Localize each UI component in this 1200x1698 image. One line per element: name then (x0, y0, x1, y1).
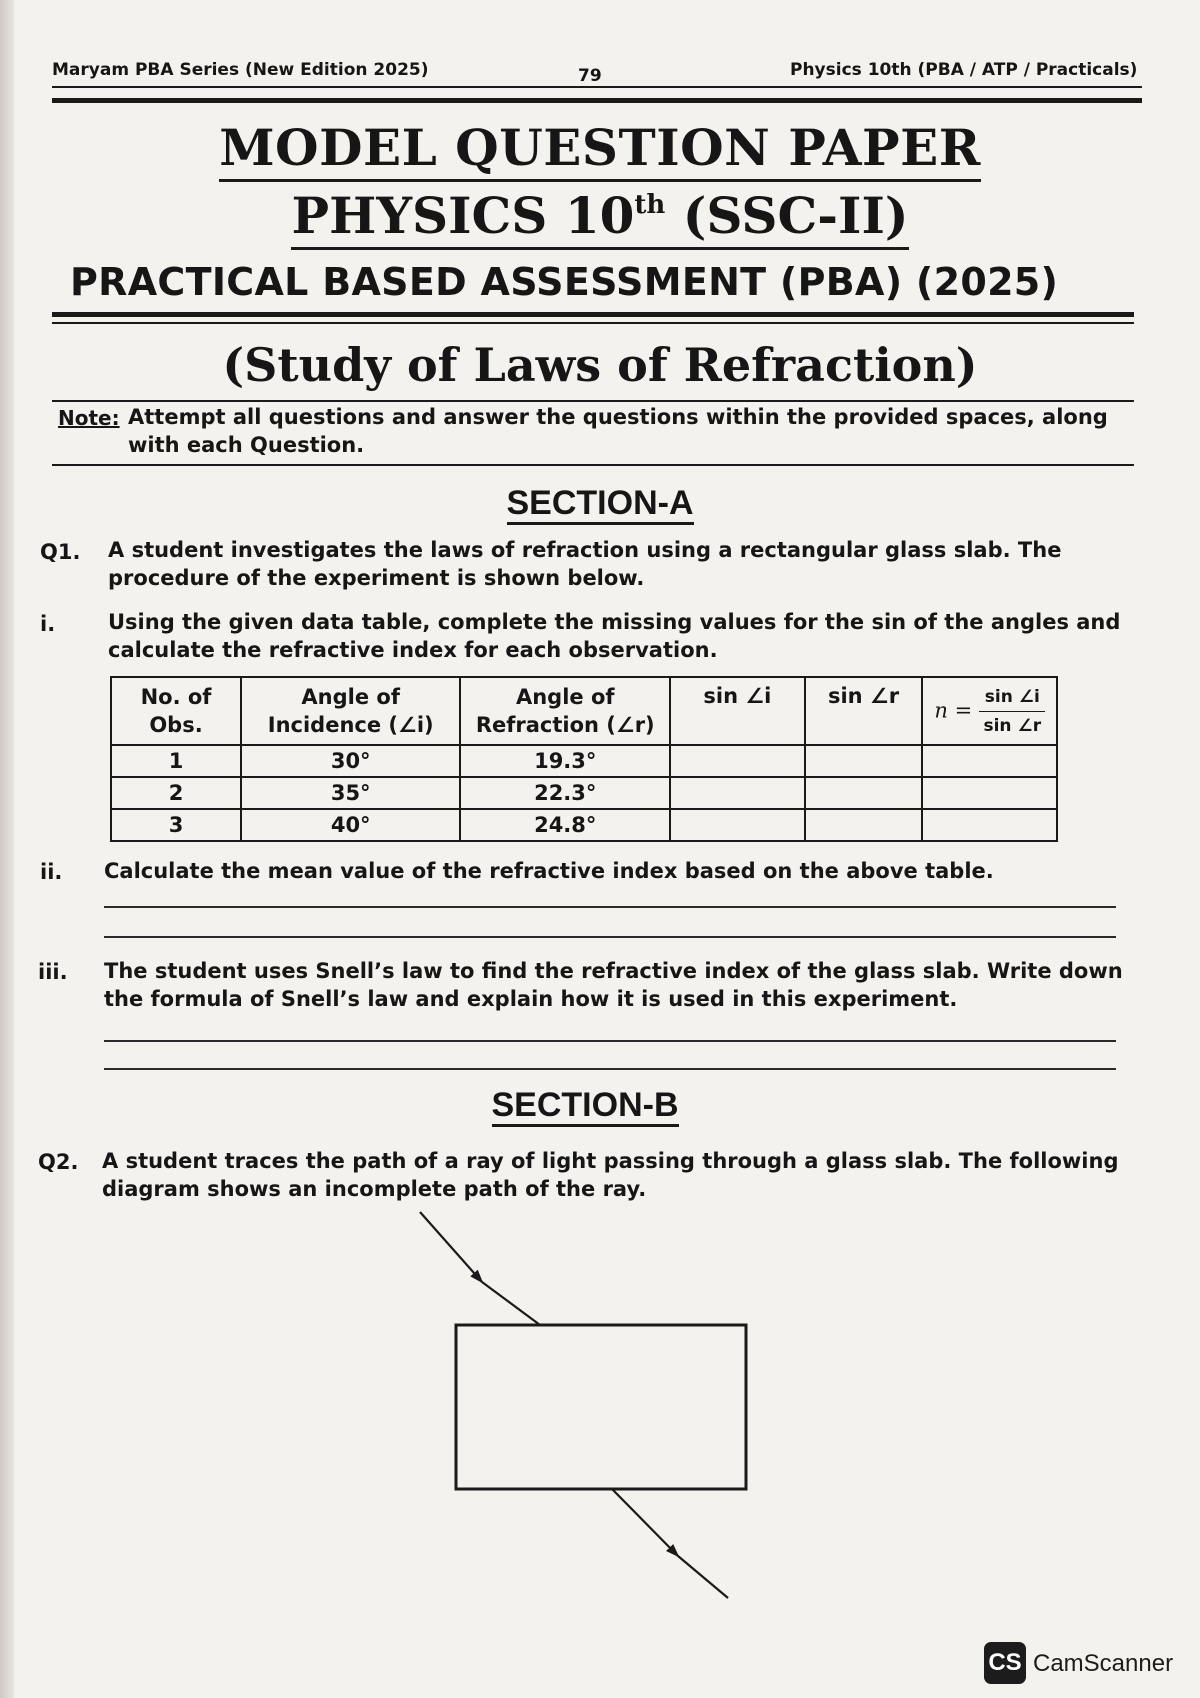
incident-ray-arrow (420, 1212, 482, 1282)
cell-incidence: 35° (241, 777, 460, 809)
q1-number: Q1. (40, 540, 81, 564)
section-b-heading: SECTION-B (0, 1086, 1185, 1125)
part-i-text: Using the given data table, complete the missing values for the sin of the angles and calculate the refractive index for each observation. (108, 610, 1121, 662)
header-series: Maryam PBA Series (New Edition 2025) (52, 60, 429, 80)
col-sin-r-header: sin ∠r (805, 677, 923, 745)
cell-obs: 3 (111, 809, 241, 841)
q2-text: A student traces the path of a ray of light passing through a glass slab. The following diagram shows an incomplete path of the ray. (102, 1149, 1119, 1201)
note-text: Attempt all questions and answer the questions within the provided spaces, along with each Question. (128, 405, 1108, 457)
cell-incidence: 30° (241, 745, 460, 777)
col-n-header: n = $\frac{\sin \angle i}{\sin \angle r}$ (922, 677, 1057, 745)
cell-obs: 2 (111, 777, 241, 809)
col-refraction-header: Angle of Refraction (∠r) (460, 677, 670, 745)
cell-obs: 1 (111, 745, 241, 777)
topic-title: (Study of Laws of Refraction) (222, 338, 978, 392)
section-a-heading: SECTION-A (0, 484, 1200, 523)
page-number: 79 (578, 66, 602, 86)
paper-title: MODEL QUESTION PAPER (0, 118, 1200, 177)
col-sin-i-header: sin ∠i (670, 677, 804, 745)
emergent-ray (678, 1556, 728, 1598)
assessment-title: PRACTICAL BASED ASSESSMENT (PBA) (2025) (70, 260, 1059, 304)
part-ii-number: ii. (40, 860, 63, 884)
q2-number: Q2. (38, 1150, 79, 1174)
col-incidence-header: Angle of Incidence (∠i) (241, 677, 460, 745)
emergent-ray-arrow (612, 1489, 678, 1556)
incident-ray (482, 1282, 540, 1325)
part-ii-text: Calculate the mean value of the refractive index based on the above table. (104, 859, 994, 883)
subject-title: PHYSICS 10th (SSC-II) (0, 186, 1200, 245)
cell-incidence: 40° (241, 809, 460, 841)
cell-refraction: 19.3° (460, 745, 670, 777)
camscanner-label: CamScanner (1033, 1650, 1174, 1677)
part-i-number: i. (40, 612, 56, 636)
cell-refraction: 24.8° (460, 809, 670, 841)
q1-text: A student investigates the laws of refraction using a rectangular glass slab. The procedure of the experiment is shown below. (108, 538, 1062, 590)
note-label: Note: (58, 406, 120, 430)
camscanner-logo: CS (984, 1642, 1026, 1684)
part-iii-text: The student uses Snell’s law to find the refractive index of the glass slab. Write down the formula of Snell’s law and explain how it is used in this experiment. (104, 959, 1123, 1011)
col-obs-header: No. of Obs. (111, 677, 241, 745)
glass-slab (456, 1325, 746, 1489)
header-subject: Physics 10th (PBA / ATP / Practicals) (790, 60, 1138, 80)
part-iii-number: iii. (38, 960, 68, 984)
cell-refraction: 22.3° (460, 777, 670, 809)
